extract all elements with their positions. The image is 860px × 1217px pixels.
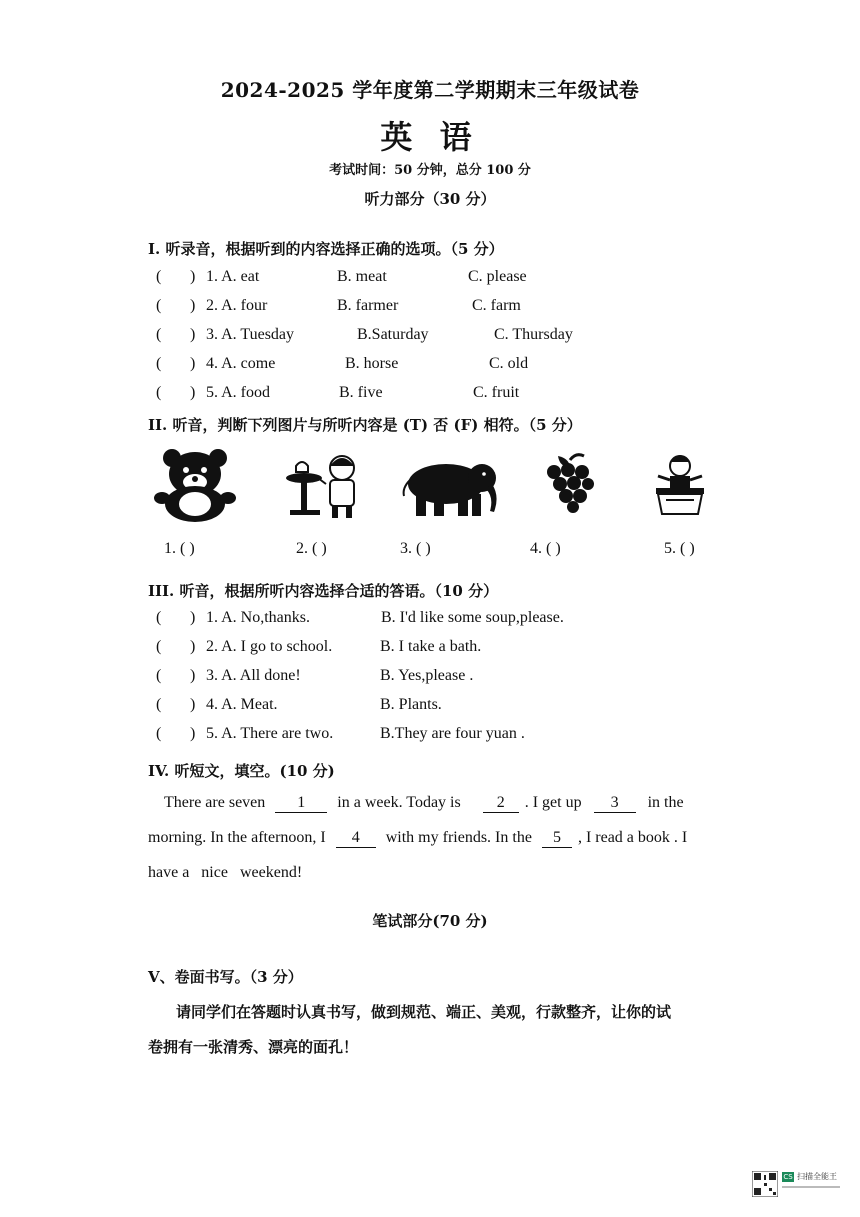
scanner-watermark [752,1170,842,1198]
section-3-title: III. 听音，根据所听内容选择合适的答语。（10 分） [148,582,499,600]
picture-label[interactable]: 2. ( ) [296,540,327,557]
answer-paren-open: ( [156,609,162,626]
blank-1[interactable]: 1 [275,794,327,813]
bear-picture [152,446,238,524]
option-a: 2. A. I go to school. [206,638,333,655]
option-a: 5. A. food [206,384,270,401]
passage-line-2 [148,829,687,848]
option-c: C. Thursday [494,326,573,343]
blank-3[interactable]: 3 [594,794,636,813]
blank-5[interactable]: 5 [542,829,572,848]
exam-title: 2024-2025 学年度第二学期期末三年级试卷 [220,78,640,102]
option-b: B. Yes,please . [380,667,474,684]
passage-line-3: have a nice weekend! [148,864,303,881]
watermark-underline [782,1186,840,1188]
answer-paren-open: ( [156,326,162,343]
option-a: 3. A. Tuesday [206,326,295,343]
answer-paren-open: ( [156,268,162,285]
answer-paren-open: ( [156,297,162,314]
option-c: C. old [489,355,529,372]
subject-title: 英 语 [380,118,480,156]
listening-part-title: 听力部分（30 分） [364,190,496,208]
picture-label[interactable]: 3. ( ) [400,540,431,557]
answer-paren-close[interactable]: ) [190,667,196,684]
girl-at-table-picture [282,452,368,524]
answer-paren-open: ( [156,667,162,684]
option-b: B. meat [337,268,387,285]
option-b: B. farmer [337,297,399,314]
passage-text: in the [647,794,684,811]
boy-in-bath-picture [652,452,708,520]
passage-text: with my friends. In the [385,829,532,846]
passage-text: , I read a book . I [577,829,688,846]
passage-text: There are seven [164,794,266,811]
picture-label[interactable]: 5. ( ) [664,540,695,557]
answer-paren-close[interactable]: ) [190,355,196,372]
answer-paren-open: ( [156,384,162,401]
blank-2[interactable]: 2 [483,794,519,813]
passage-text: in a week. Today is [337,794,461,811]
answer-paren-open: ( [156,638,162,655]
option-a: 1. A. No,thanks. [206,609,310,626]
section-5-title: V、卷面书写。（3 分） [148,968,303,986]
option-b: B.They are four yuan . [380,725,525,742]
option-a: 3. A. All done! [206,667,301,684]
option-a: 4. A. come [206,355,276,372]
answer-paren-close[interactable]: ) [190,268,196,285]
option-a: 5. A. There are two. [206,725,334,742]
option-a: 1. A. eat [206,268,260,285]
option-b: B. I take a bath. [380,638,482,655]
option-b: B. I'd like some soup,please. [381,609,564,626]
qr-code-icon [752,1171,778,1197]
passage-text: . I get up [524,794,582,811]
option-b: B.Saturday [357,326,429,343]
handwriting-instruction-line-1: 请同学们在答题时认真书写，做到规范、端正、美观，行款整齐，让你的试 [176,1003,672,1021]
section-4-title: IV. 听短文，填空。(10 分) [148,762,335,780]
passage-line-1 [164,794,684,813]
answer-paren-close[interactable]: ) [190,326,196,343]
section-1-title: I. 听录音，根据听到的内容选择正确的选项。（5 分） [148,240,504,258]
answer-paren-close[interactable]: ) [190,609,196,626]
handwriting-instruction-line-2: 卷拥有一张清秀、漂亮的面孔！ [148,1038,359,1056]
cs-logo-icon: CS [783,1173,793,1181]
option-c: C. please [468,268,527,285]
answer-paren-close[interactable]: ) [190,297,196,314]
answer-paren-open: ( [156,696,162,713]
grapes-picture [540,452,600,514]
passage-text: morning. In the afternoon, I [148,829,326,846]
scanner-name: 扫描全能王 [797,1172,837,1181]
exam-meta: 考试时间：50 分钟，总分 100 分 [329,163,531,178]
section-2-title: II. 听音，判断下列图片与所听内容是 (T) 否 (F) 相符。（5 分） [148,416,582,434]
option-c: C. farm [472,297,521,314]
answer-paren-close[interactable]: ) [190,638,196,655]
option-a: 2. A. four [206,297,268,314]
picture-label[interactable]: 1. ( ) [164,540,195,557]
answer-paren-close[interactable]: ) [190,725,196,742]
picture-label[interactable]: 4. ( ) [530,540,561,557]
answer-paren-close[interactable]: ) [190,384,196,401]
answer-paren-close[interactable]: ) [190,696,196,713]
option-b: B. horse [345,355,399,372]
answer-paren-open: ( [156,355,162,372]
elephant-picture [400,458,504,520]
option-b: B. five [339,384,383,401]
option-a: 4. A. Meat. [206,696,278,713]
option-b: B. Plants. [380,696,442,713]
written-part-title: 笔试部分(70 分) [372,912,488,930]
blank-4[interactable]: 4 [336,829,376,848]
option-c: C. fruit [473,384,520,401]
answer-paren-open: ( [156,725,162,742]
